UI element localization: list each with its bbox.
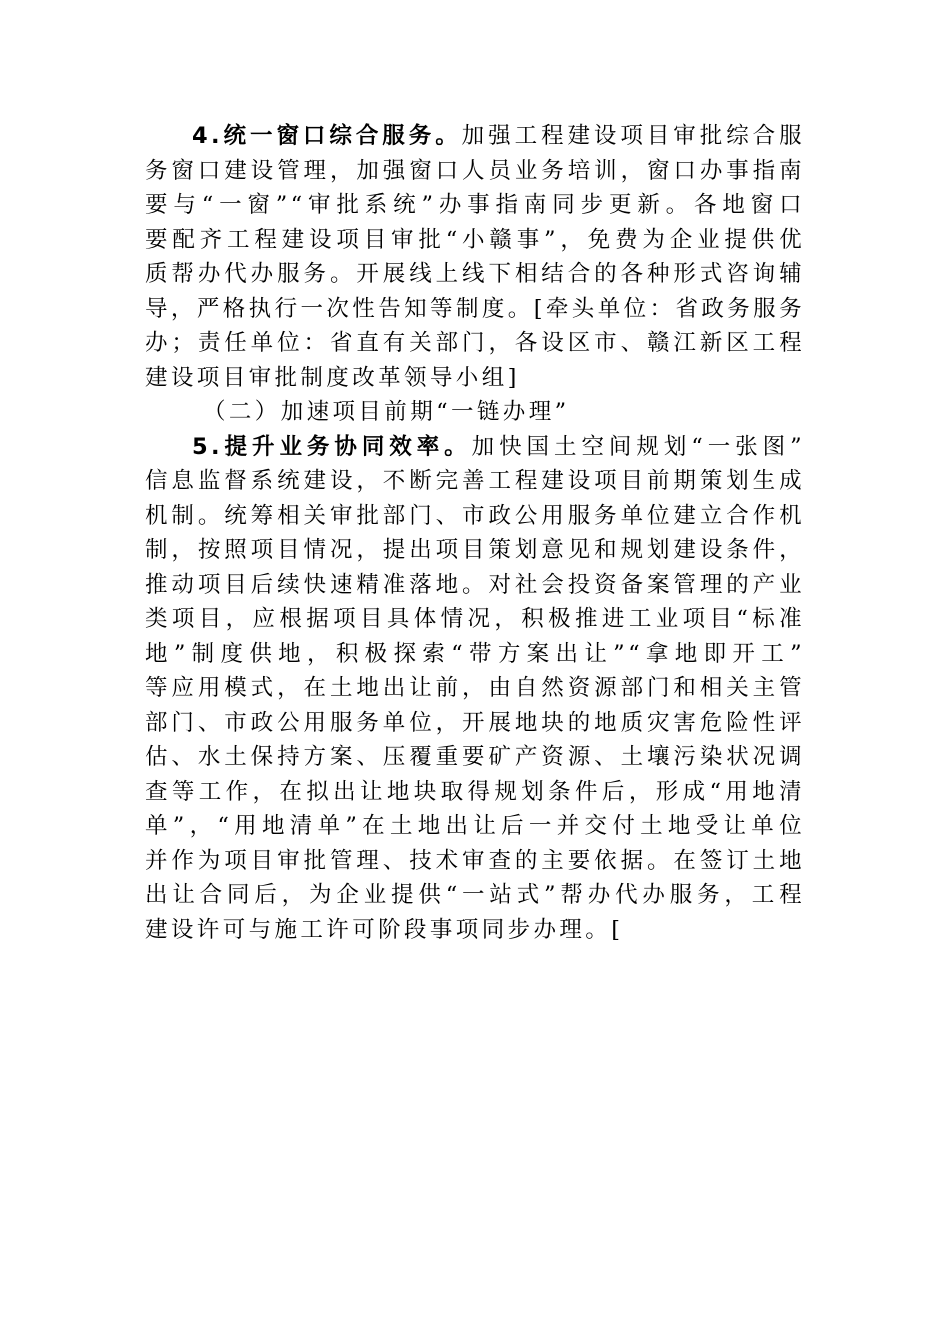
- paragraph-4-line-2: 务窗口建设管理，加强窗口人员业务培训，窗口办事指南: [145, 157, 805, 184]
- paragraph-5-text: 加快国土空间规划“一张图”: [471, 433, 805, 460]
- paragraph-4-lead: 4.统一窗口综合服务。: [192, 123, 462, 149]
- section-heading: （二）加速项目前期“一链办理”: [203, 399, 570, 425]
- paragraph-5-line-8: 等应用模式，在土地出让前，由自然资源部门和相关主管: [145, 675, 805, 701]
- paragraph-5-line-4: 制，按照项目情况，提出项目策划意见和规划建设条件，: [145, 537, 805, 563]
- paragraph-4-line-5: 质帮办代办服务。开展线上线下相结合的各种形式咨询辅: [145, 261, 805, 287]
- paragraph-4-line-4: 要配齐工程建设项目审批“小赣事”，免费为企业提供优: [145, 226, 805, 253]
- paragraph-5-line-15: 建设许可与施工许可阶段事项同步办理。[: [145, 916, 624, 943]
- paragraph-4-line-7: 办；责任单位：省直有关部门，各设区市、赣江新区工程: [145, 330, 805, 356]
- document-page: [145, 119, 805, 947]
- paragraph-5-line-10: 估、水土保持方案、压覆重要矿产资源、土壤污染状况调: [145, 744, 805, 770]
- paragraph-5-line-11: 查等工作，在拟出让地块取得规划条件后，形成“用地清: [145, 778, 805, 805]
- paragraph-4-line-6: 导，严格执行一次性告知等制度。[牵头单位：省政务服务: [145, 295, 805, 322]
- paragraph-4-line-3: 要与“一窗”“审批系统”办事指南同步更新。各地窗口: [145, 192, 805, 218]
- paragraph-5-lead: 5.提升业务协同效率。: [192, 433, 472, 460]
- paragraph-4-line-8: 建设项目审批制度改革领导小组]: [145, 364, 520, 391]
- paragraph-5-line-9: 部门、市政公用服务单位，开展地块的地质灾害危险性评: [145, 709, 805, 736]
- paragraph-5-line-1: [145, 430, 805, 465]
- paragraph-4-text: 加强工程建设项目审批综合服: [461, 123, 806, 149]
- paragraph-5-line-2: 信息监督系统建设，不断完善工程建设项目前期策划生成: [145, 468, 805, 494]
- paragraph-5-line-5: 推动项目后续快速精准落地。对社会投资备案管理的产业: [145, 571, 805, 598]
- paragraph-4-line-1: [145, 119, 805, 154]
- paragraph-5-line-7: 地”制度供地，积极探索“带方案出让”“拿地即开工”: [145, 640, 805, 667]
- paragraph-5-line-6: 类项目，应根据项目具体情况，积极推进工业项目“标准: [145, 606, 805, 632]
- paragraph-5-line-14: 出让合同后，为企业提供“一站式”帮办代办服务，工程: [145, 882, 805, 908]
- paragraph-5-line-3: 机制。统筹相关审批部门、市政公用服务单位建立合作机: [145, 502, 805, 529]
- paragraph-5-line-13: 并作为项目审批管理、技术审查的主要依据。在签订土地: [145, 847, 805, 874]
- paragraph-5-line-12: 单”，“用地清单”在土地出让后一并交付土地受让单位: [145, 813, 805, 839]
